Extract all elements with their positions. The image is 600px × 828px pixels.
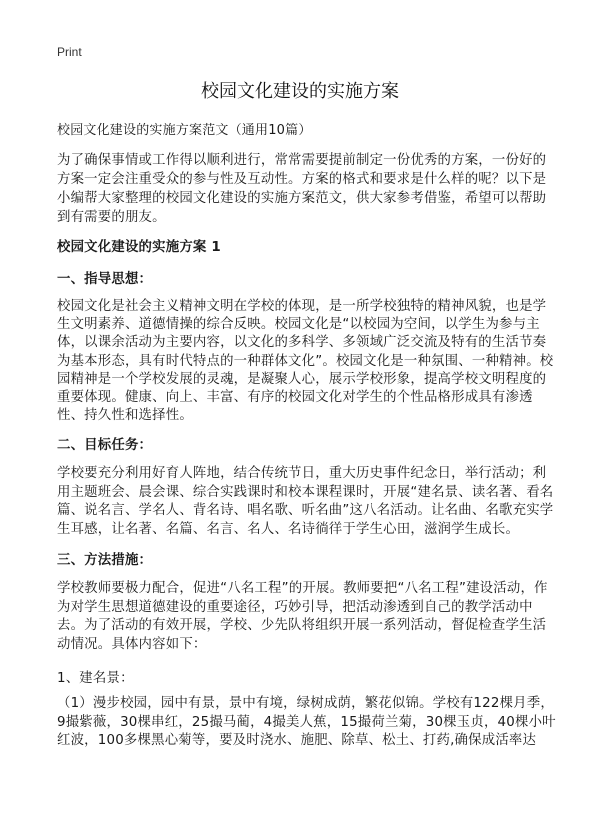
heading-goals: 二、目标任务： — [57, 438, 153, 453]
paragraph-methods: 学校教师要极力配合，促进“八名工程”的开展。教师要把“八名工程”建设活动，作为对学生思想道德建设的重要途径，巧妙引导，把活动渗透到自己的教学活动中去。为了活动的有效开展，学校、少先队将组织开展一系列活动，督促检查学生活动情况。具体内容如下： — [57, 581, 548, 652]
heading-methods: 三、方法措施： — [57, 553, 153, 568]
paragraph-guiding-ideology: 校园文化是社会主义精神文明在学校的体现，是一所学校独特的精神风貌，也是学生文明素养、道德情操的综合反映。校园文化是“以校园为空间，以学生为参与主体，以课余活动为主要内容，以文化的多科学、多领域广泛交流及特有的生活节奏为基本形态，具有时代特点的一种群体文化”。校园文化是一种氛围、一种精神。校园精神是一个学校发展的灵魂，是凝聚人心，展示学校形象，提高学校文明程度的重要体现。健康、向上、丰富、有序的校园文化对学生的个性品格形成具有渗透性、持久性和选择性。 — [57, 299, 554, 424]
document-title: 校园文化建设的实施方案 — [201, 81, 399, 102]
heading-guiding-ideology: 一、指导思想： — [57, 272, 153, 287]
document-subtitle: 校园文化建设的实施方案范文（通用10篇） — [57, 123, 312, 138]
section-title: 校园文化建设的实施方案 1 — [57, 240, 221, 255]
list-item-detail: （1）漫步校园，园中有景，景中有境，绿树成荫，繁花似锦。学校有122棵月季，9撮紫薇，30棵串红，25撮马蔺，4撮美人蕉，15撮荷兰菊，30棵玉贞，40棵小叶红波，100多棵黑心菊等，要及时浇水、施肥、除草、松土、打药,确保成活率达 — [57, 696, 556, 749]
intro-paragraph: 为了确保事情或工作得以顺利进行，常常需要提前制定一份优秀的方案，一份好的方案一定会注重受众的参与性及互动性。方案的格式和要求是什么样的呢？以下是小编帮大家整理的校园文化建设的实施方案范文，供大家参考借鉴，希望可以帮助到有需要的朋友。 — [57, 153, 547, 225]
list-item-heading: 1、建名景： — [57, 671, 134, 686]
paragraph-goals: 学校要充分利用好育人阵地，结合传统节日，重大历史事件纪念日，举行活动；利用主题班会、晨会课、综合实践课时和校本课程课时，开展“建名景、读名著、看名篇、说名言、学名人、背名诗、唱名歌、听名曲”这八名活动。让名曲、名歌充实学生耳感，让名著、名篇、名言、名人、名诗徜徉于学生心田，滋润学生成长。 — [57, 466, 554, 537]
print-link[interactable]: Print — [57, 45, 82, 59]
